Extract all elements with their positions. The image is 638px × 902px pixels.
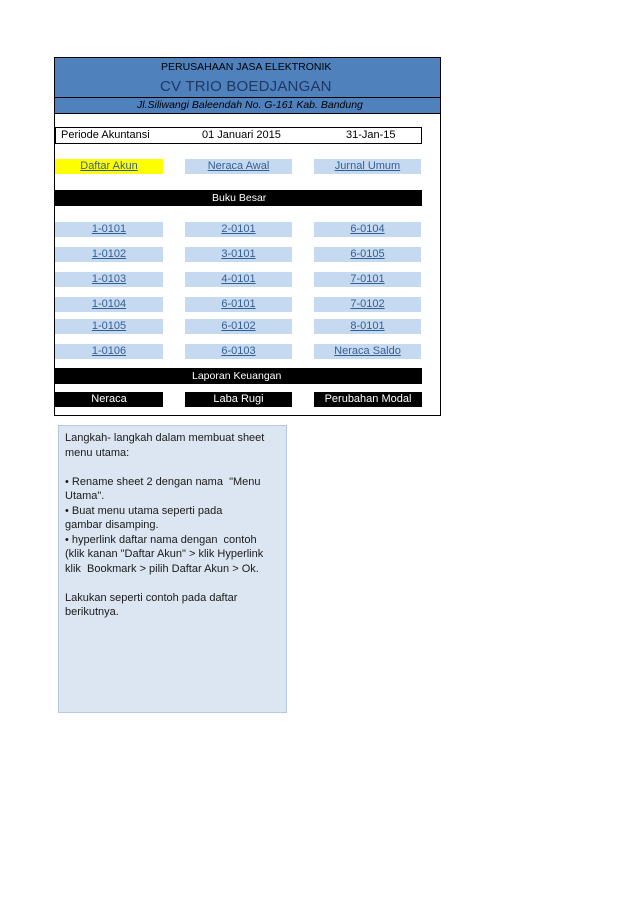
link-account-7-0101[interactable]: 7-0101 [314,272,421,287]
link-account-2-0101[interactable]: 2-0101 [185,222,292,237]
link-account-6-0101[interactable]: 6-0101 [185,297,292,312]
link-daftar-akun[interactable]: Daftar Akun [55,159,163,174]
company-name: CV TRIO BOEDJANGAN [160,78,332,95]
link-account-1-0103[interactable]: 1-0103 [55,272,163,287]
laporan-keuangan-band [55,368,422,384]
link-neraca[interactable]: Neraca [55,392,163,407]
period-label: Periode Akuntansi [61,129,150,141]
link-account-3-0101[interactable]: 3-0101 [185,247,292,262]
period-row [55,127,422,144]
header-address-row [55,97,440,114]
link-account-4-0101[interactable]: 4-0101 [185,272,292,287]
company-address: Jl.Siliwangi Baleendah No. G-161 Kab. Bandung [137,99,363,111]
instruction-note [58,425,287,713]
buku-besar-title: Buku Besar [212,192,267,204]
link-account-6-0102[interactable]: 6-0102 [185,319,292,334]
buku-besar-band [55,190,422,206]
link-account-1-0105[interactable]: 1-0105 [55,319,163,334]
instruction-text: Langkah- langkah dalam membuat sheet menu utama: • Rename sheet 2 dengan nama "Menu Utama". • Buat menu utama seperti pada gambar disamping. • hyperlink daftar nama dengan contoh (klik kanan "Daftar Akun" > klik Hyperlink klik Bookmark > pilih Daftar Akun > Ok. Lakukan seperti contoh pada daftar berikutnya. [65,432,265,618]
link-account-7-0102[interactable]: 7-0102 [314,297,421,312]
link-neraca-saldo[interactable]: Neraca Saldo [314,344,421,359]
link-account-6-0103[interactable]: 6-0103 [185,344,292,359]
link-neraca-awal[interactable]: Neraca Awal [185,159,292,174]
link-account-1-0104[interactable]: 1-0104 [55,297,163,312]
link-account-1-0102[interactable]: 1-0102 [55,247,163,262]
link-account-8-0101[interactable]: 8-0101 [314,319,421,334]
link-account-1-0106[interactable]: 1-0106 [55,344,163,359]
period-end: 31-Jan-15 [346,129,396,141]
laporan-keuangan-title: Laporan Keuangan [192,370,282,382]
link-laba-rugi[interactable]: Laba Rugi [185,392,292,407]
link-perubahan-modal[interactable]: Perubahan Modal [314,392,422,407]
company-type: PERUSAHAAN JASA ELEKTRONIK [161,61,332,73]
header-company-type-row [55,58,440,78]
header-company-name-row [55,78,440,97]
link-account-1-0101[interactable]: 1-0101 [55,222,163,237]
link-account-6-0105[interactable]: 6-0105 [314,247,421,262]
link-jurnal-umum[interactable]: Jurnal Umum [314,159,421,174]
menu-utama-sheet [54,57,441,416]
link-account-6-0104[interactable]: 6-0104 [314,222,421,237]
period-start: 01 Januari 2015 [202,129,281,141]
